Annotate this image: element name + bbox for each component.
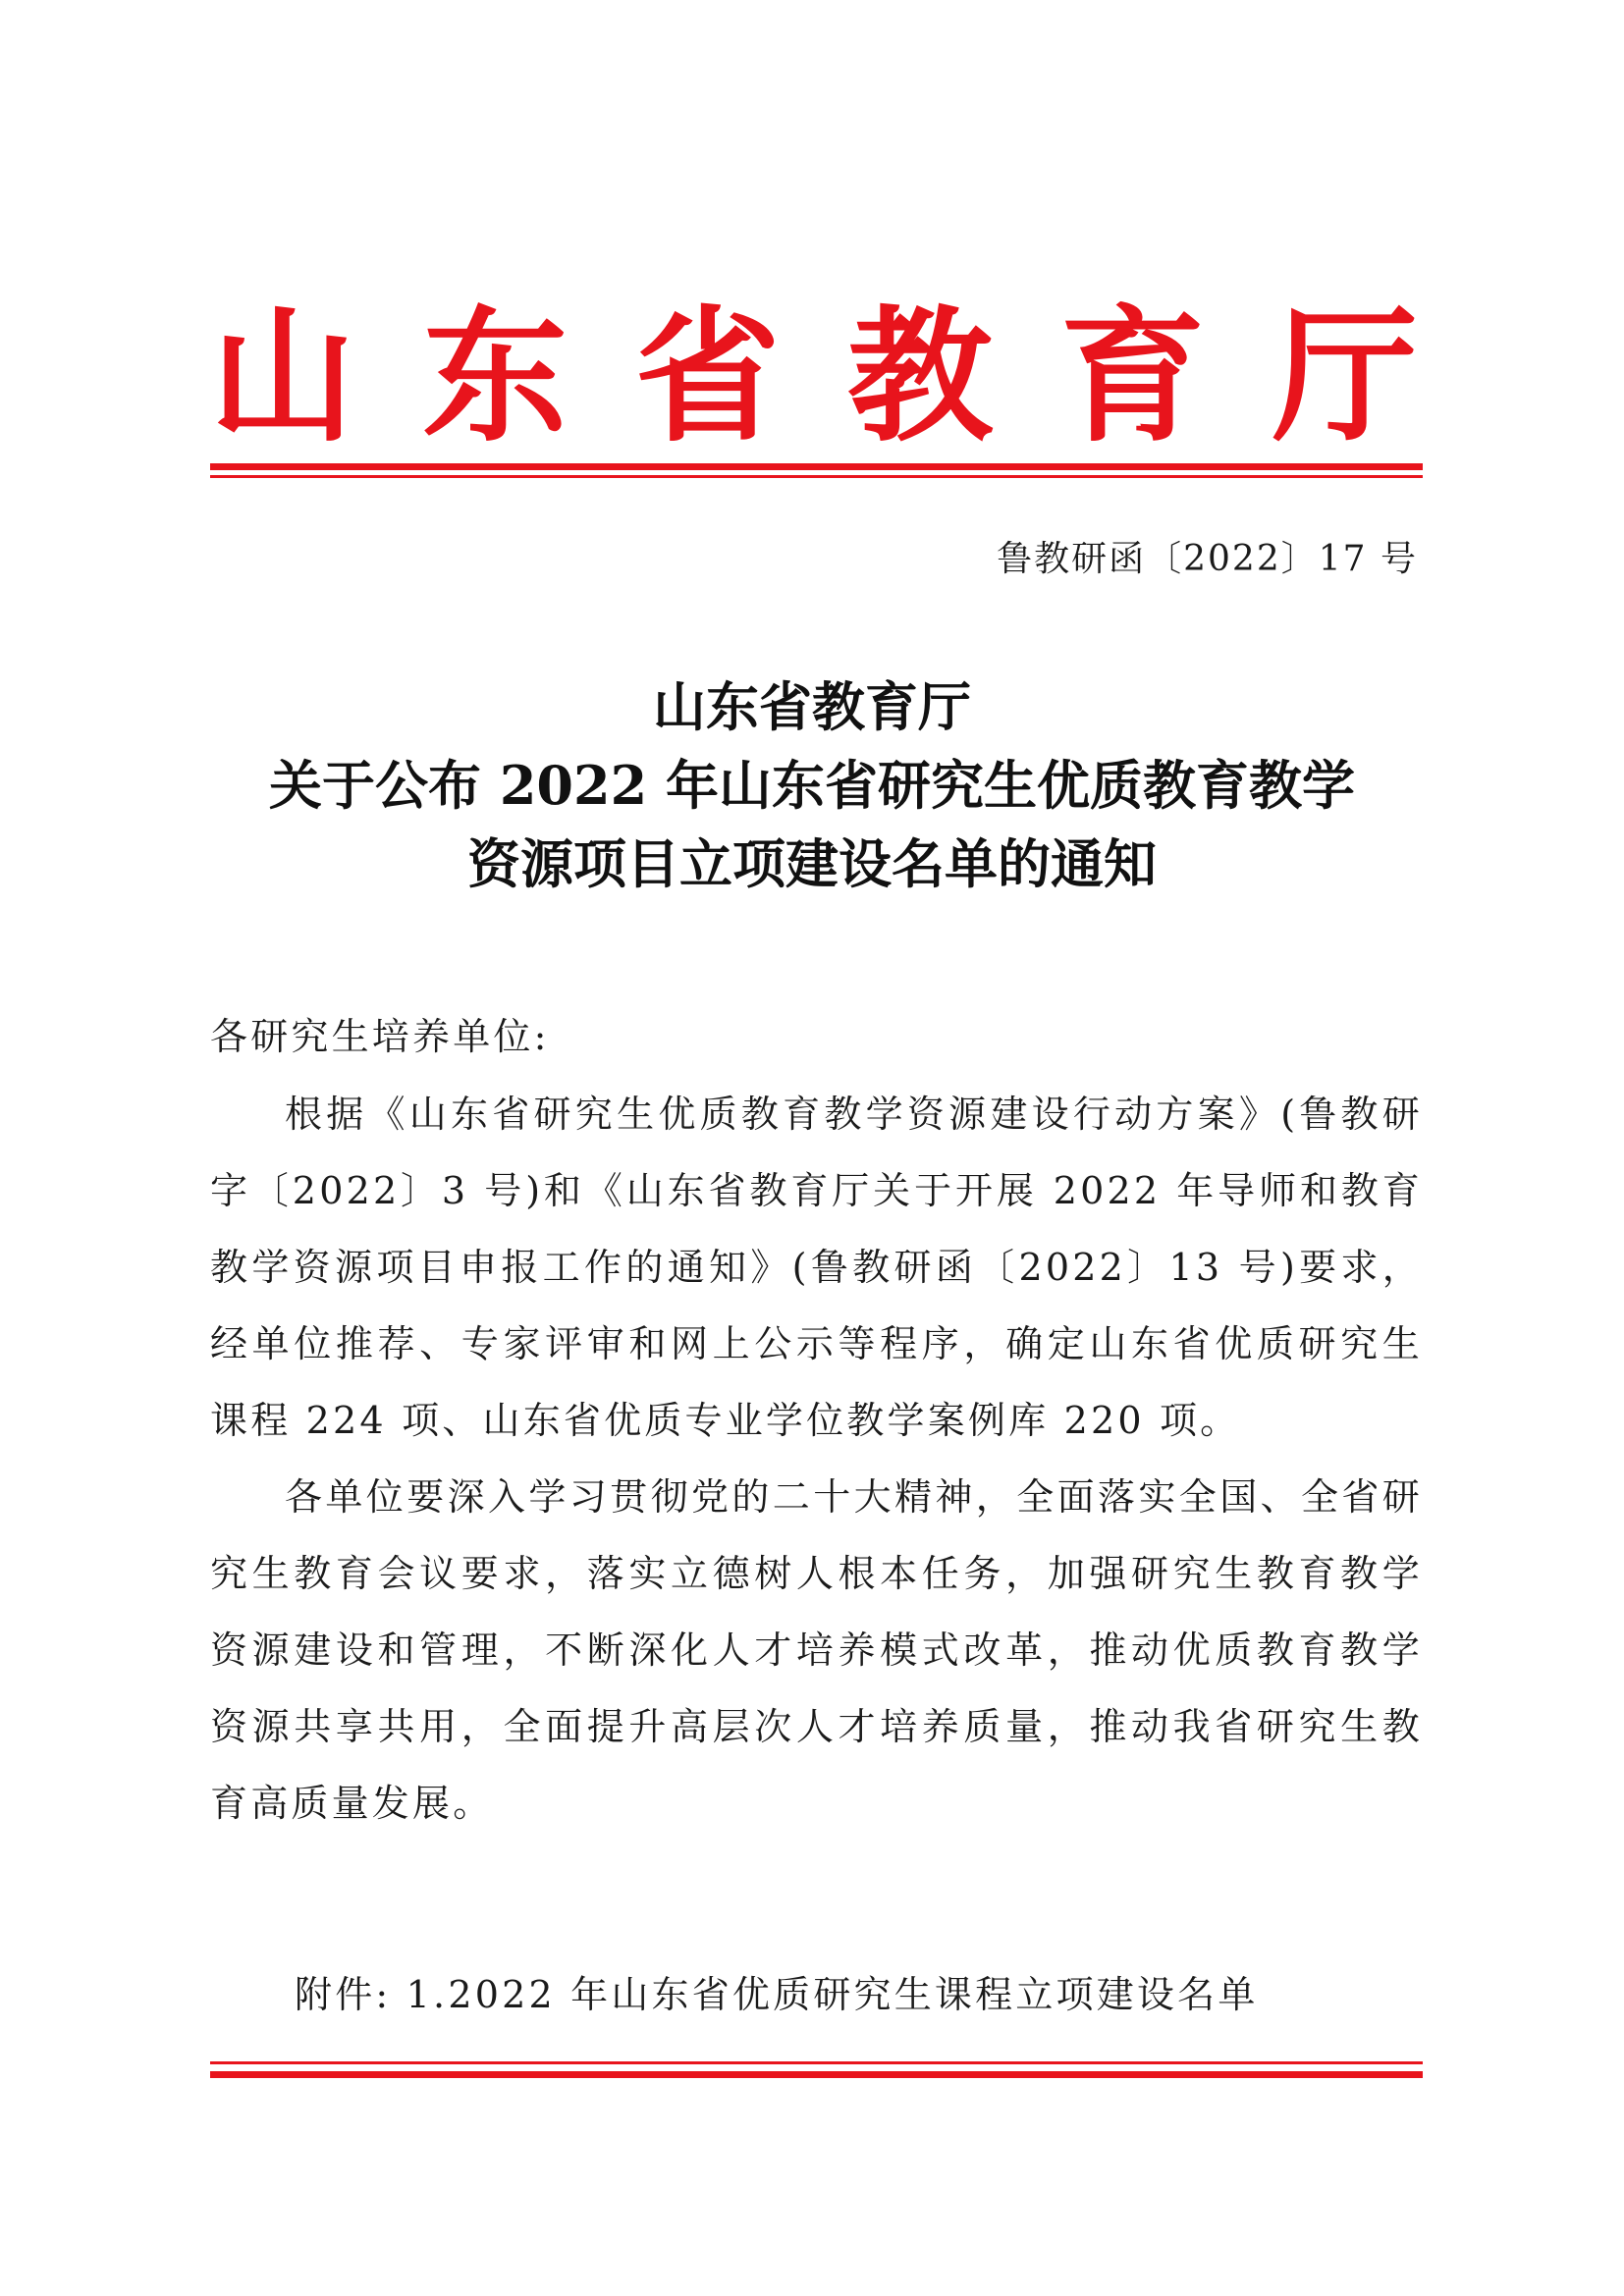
title-line-2: 关于公布 2022 年山东省研究生优质教育教学: [269, 754, 1355, 817]
masthead-char: 省: [634, 291, 781, 461]
masthead-char: 山: [210, 291, 355, 461]
masthead-char: 教: [847, 291, 994, 461]
issuer-masthead: [210, 293, 1418, 459]
title-line-3: 资源项目立项建设名单的通知: [467, 832, 1157, 895]
footer-red-rule-thick: [210, 2071, 1423, 2078]
masthead-char: 育: [1059, 291, 1206, 461]
body-paragraph-1: 根据《山东省研究生优质教育教学资源建设行动方案》(鲁教研字〔2022〕3 号)和《山东省教育厅关于开展 2022 年导师和教育教学资源项目申报工作的通知》(鲁教研函〔2022〕13 号)要求，经单位推荐、专家评审和网上公示等程序，确定山东省优质研究生课程 224 项、山东省优质专业学位教学案例库 220 项。: [210, 1093, 1423, 1442]
header-red-rule-thin: [210, 475, 1423, 478]
document-number: 鲁教研函〔2022〕17 号: [997, 539, 1418, 579]
document-title: [147, 667, 1477, 903]
masthead-char: 东: [422, 291, 568, 461]
header-red-rule-thick: [210, 463, 1423, 470]
body-paragraph-2: 各单位要深入学习贯彻党的二十大精神，全面落实全国、全省研究生教育会议要求，落实立德树人根本任务，加强研究生教育教学资源建设和管理，不断深化人才培养模式改革，推动优质教育教学资源共享共用，全面提升高层次人才培养质量，推动我省研究生教育高质量发展。: [210, 1475, 1423, 1825]
salutation: 各研究生培养单位:: [210, 1015, 550, 1058]
footer-red-rule-thin: [210, 2061, 1423, 2064]
attachment-line: 附件: 1.2022 年山东省优质研究生课程立项建设名单: [295, 1973, 1259, 2016]
masthead-char: 厅: [1272, 291, 1418, 461]
title-line-1: 山东省教育厅: [653, 675, 971, 738]
